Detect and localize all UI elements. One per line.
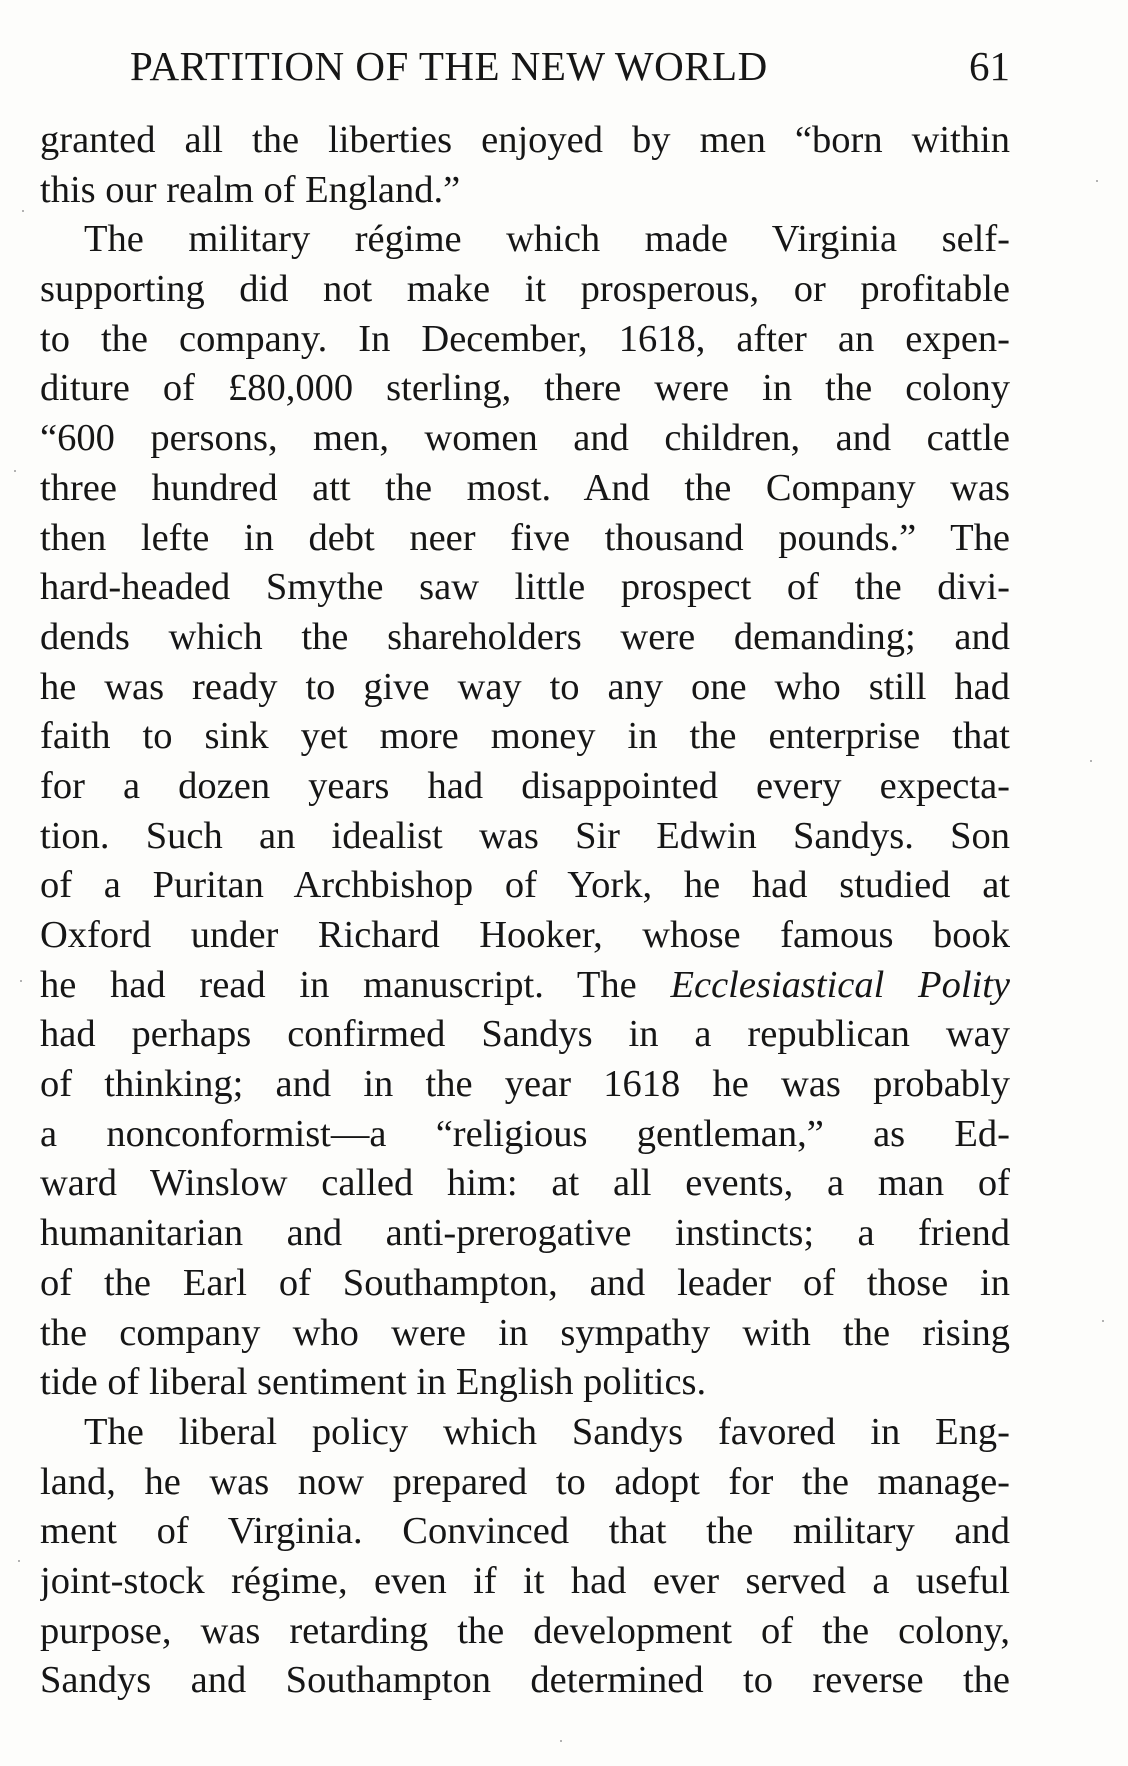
scan-speck	[1096, 180, 1098, 182]
text-line: three hundred att the most. And the Company was	[40, 466, 1010, 509]
text-line: to the company. In December, 1618, after an expen-	[40, 317, 1010, 360]
text-line: Oxford under Richard Hooker, whose famous book	[40, 914, 1010, 956]
text-fragment: he had read in manuscript. The	[40, 963, 637, 1006]
text-line: ward Winslow called him: at all events, a man of	[40, 1162, 1010, 1205]
text-line: granted all the liberties enjoyed by men “born within	[40, 119, 1010, 161]
text-line: then lefte in debt neer five thousand pounds.” The	[40, 516, 1010, 559]
text-line: “600 persons, men, women and children, and cattle	[40, 417, 1010, 460]
text-line-with-title	[40, 961, 1010, 1011]
scan-speck	[22, 210, 24, 212]
text-line: had perhaps confirmed Sandys in a republican way	[40, 1013, 1010, 1056]
text-line: of a Puritan Archbishop of York, he had studied at	[40, 864, 1010, 907]
text-line: the company who were in sympathy with the rising	[40, 1311, 1010, 1354]
text-line: tide of liberal sentiment in English politics.	[40, 1361, 707, 1404]
paragraph-start-line: The military régime which made Virginia self-	[84, 218, 1010, 261]
text-line: faith to sink yet more money in the enterprise that	[40, 715, 1010, 758]
text-line: ment of Virginia. Convinced that the military and	[40, 1510, 1010, 1553]
text-line: humanitarian and anti-prerogative instincts; a friend	[40, 1212, 1010, 1255]
text-line: tion. Such an idealist was Sir Edwin Sandys. Son	[40, 814, 1010, 857]
text-line: purpose, was retarding the development of the colony,	[40, 1609, 1010, 1652]
italic-book-title: Ecclesiastical Polity	[670, 963, 1010, 1006]
text-line: land, he was now prepared to adopt for the manage-	[40, 1460, 1010, 1503]
running-header	[130, 38, 1010, 94]
text-line: diture of £80,000 sterling, there were in the colony	[40, 367, 1010, 410]
scan-speck	[18, 1560, 20, 1562]
text-line: he was ready to give way to any one who still had	[40, 665, 1010, 708]
text-line: dends which the shareholders were demanding; and	[40, 615, 1010, 658]
text-line: this our realm of England.”	[40, 168, 461, 211]
scan-speck	[20, 980, 22, 982]
text-line: joint-stock régime, even if it had ever served a useful	[40, 1559, 1010, 1602]
scan-speck	[1090, 760, 1092, 762]
text-line: supporting did not make it prosperous, or profitable	[40, 268, 1010, 311]
running-title: PARTITION OF THE NEW WORLD	[130, 43, 768, 89]
text-line: hard-headed Smythe saw little prospect of the divi-	[40, 566, 1010, 609]
scan-speck	[560, 1740, 562, 1742]
scan-speck	[14, 470, 16, 472]
body-text	[40, 116, 1010, 1706]
text-line: for a dozen years had disappointed every expecta-	[40, 764, 1010, 807]
text-line: a nonconformist—a “religious gentleman,” as Ed-	[40, 1112, 1010, 1155]
paragraph-start-line: The liberal policy which Sandys favored in Eng-	[84, 1410, 1010, 1453]
scan-speck	[1102, 1320, 1104, 1322]
text-line: of thinking; and in the year 1618 he was probably	[40, 1063, 1010, 1106]
text-line: of the Earl of Southampton, and leader of those in	[40, 1261, 1010, 1304]
page-number: 61	[969, 43, 1010, 89]
text-line: Sandys and Southampton determined to reverse the	[40, 1659, 1010, 1702]
